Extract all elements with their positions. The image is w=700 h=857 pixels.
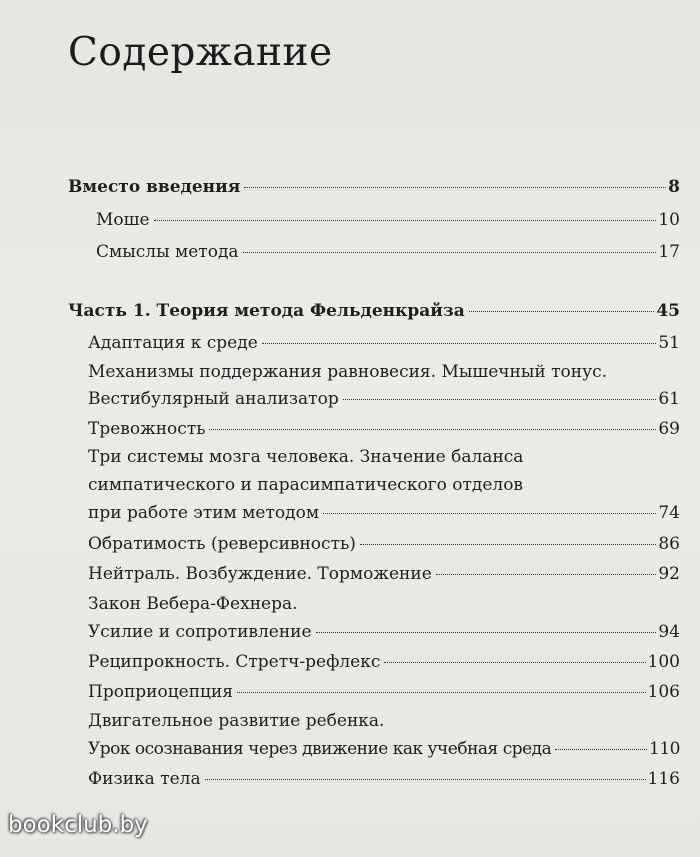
- toc-entry-label: Тревожность: [88, 419, 206, 439]
- toc-page-number: 116: [647, 769, 680, 789]
- toc-entry-part-1: [0, 296, 700, 326]
- toc-entry: [0, 328, 700, 358]
- toc-page-number: 86: [658, 534, 680, 554]
- toc-entry-label: Нейтраль. Возбуждение. Торможение: [88, 564, 432, 584]
- toc-page-number: 10: [658, 210, 680, 230]
- toc-entry-label: Адаптация к среде: [88, 333, 258, 353]
- toc-page-number: 61: [658, 389, 680, 409]
- toc-page-number: 92: [658, 564, 680, 584]
- toc-page-number: 74: [658, 503, 680, 523]
- dot-leader: [323, 513, 656, 514]
- dot-leader: [343, 399, 657, 400]
- toc-page-number: 8: [668, 177, 680, 197]
- toc-entry: [0, 734, 700, 764]
- dot-leader: [384, 662, 645, 663]
- toc-page-number: 45: [656, 301, 680, 321]
- watermark: bookclub.by: [8, 812, 148, 838]
- toc-entry: [0, 237, 700, 267]
- dot-leader: [316, 632, 657, 633]
- dot-leader: [154, 220, 657, 221]
- dot-leader: [209, 429, 656, 430]
- toc-entry-intro: [0, 172, 700, 202]
- toc-entry-text-line: Механизмы поддержания равновесия. Мышечный тонус.: [88, 362, 607, 382]
- toc-entry-label: Моше: [96, 210, 150, 230]
- toc-page-number: 17: [658, 242, 680, 262]
- dot-leader: [205, 779, 646, 780]
- toc-entry-label: Смыслы метода: [96, 242, 239, 262]
- dot-leader: [262, 343, 657, 344]
- toc-page-number: 106: [647, 682, 680, 702]
- toc-entry: [0, 414, 700, 444]
- dot-leader: [360, 544, 657, 545]
- toc-entry-label: Реципрокность. Стретч-рефлекс: [88, 652, 381, 672]
- toc-entry-label: Урок осознавания через движение как учебная среда: [88, 739, 552, 759]
- toc-entry-text-line: Двигательное развитие ребенка.: [88, 711, 385, 731]
- toc-entry-label: Часть 1. Теория метода Фельденкрайза: [68, 301, 465, 321]
- toc-entry-label: Обратимость (реверсивность): [88, 534, 356, 554]
- toc-page-number: 94: [658, 622, 680, 642]
- dot-leader: [244, 187, 666, 188]
- toc-entry-label: Вместо введения: [68, 177, 241, 197]
- toc-page-number: 51: [658, 333, 680, 353]
- dot-leader: [555, 749, 647, 750]
- page-title: Содержание: [68, 30, 333, 75]
- toc-page-number: 100: [647, 652, 680, 672]
- dot-leader: [243, 252, 657, 253]
- toc-entry: [0, 498, 700, 528]
- dot-leader: [237, 692, 646, 693]
- toc-entry-label: Усилие и сопротивление: [88, 622, 312, 642]
- toc-entry: [0, 205, 700, 235]
- toc-entry-label: Физика тела: [88, 769, 201, 789]
- toc-entry-text-line: Три системы мозга человека. Значение баланса: [88, 447, 524, 467]
- toc-entry: [0, 764, 700, 794]
- toc-entry-label: Вестибулярный анализатор: [88, 389, 339, 409]
- toc-entry: [0, 559, 700, 589]
- toc-entry: [0, 529, 700, 559]
- dot-leader: [469, 311, 655, 312]
- toc-entry: [0, 677, 700, 707]
- toc-entry-label: Проприоцепция: [88, 682, 234, 702]
- toc-page-number: 69: [658, 419, 680, 439]
- toc-entry: [0, 647, 700, 677]
- toc-entry: [0, 384, 700, 414]
- toc-entry-text-line: симпатического и парасимпатического отделов: [88, 475, 523, 495]
- toc-entry: [0, 617, 700, 647]
- dot-leader: [436, 574, 657, 575]
- toc-page-number: 110: [649, 739, 680, 759]
- toc-entry-text-line: Закон Вебера-Фехнера.: [88, 594, 298, 614]
- toc-entry-label: при работе этим методом: [88, 503, 320, 523]
